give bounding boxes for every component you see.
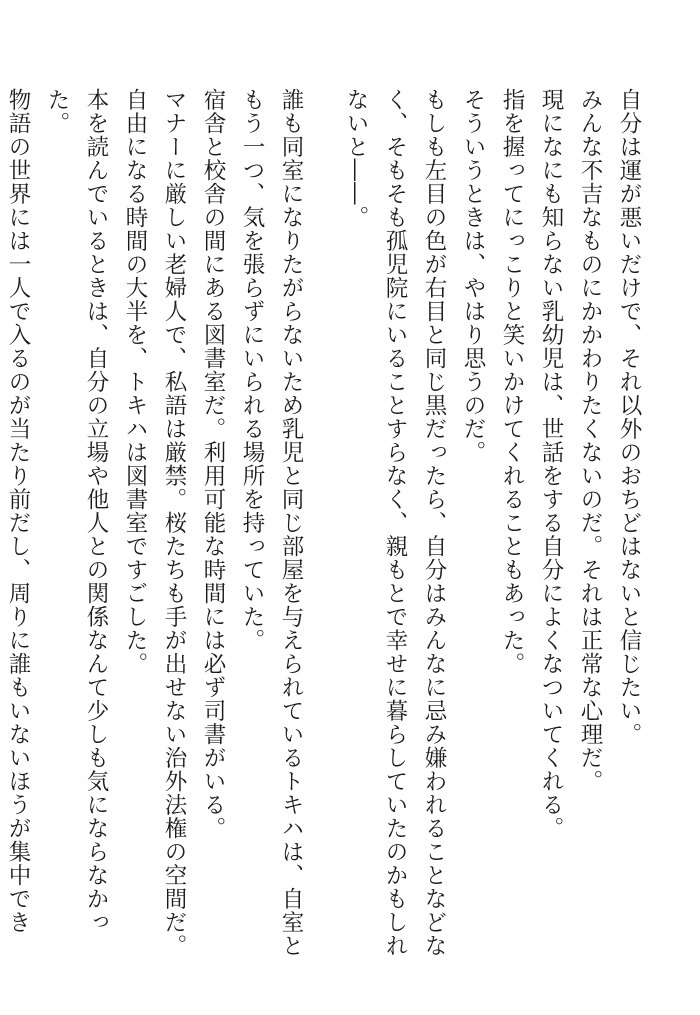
paragraph-8: 宿舎と校舎の間にある図書室だ。利用可能な時間には必ず司書がいる。 (200, 88, 226, 840)
paragraph-2: みんな不吉なものにかかわりたくないのだ。それは正常な心理だ。 (577, 88, 603, 793)
paragraph-11: 本を読んでいるときは、自分の立場や他人との関係なんて少しも気にならなかった。 (44, 88, 109, 934)
paragraph-1: 自分は運が悪いだけで、それ以外のおちどはないと信じたい。 (616, 88, 642, 746)
paragraph-9: マナーに厳しい老婦人で、私語は厳禁。桜たちも手が出せない治外法権の空間だ。 (161, 88, 187, 958)
vertical-text-body (0, 88, 648, 968)
paragraph-5: そういうときは、やはり思うのだ。 (460, 88, 486, 464)
paragraph-7: 誰も同室になりたがらないため乳児と同じ部屋を与えられているトキハは、自室ともう一つ、気を張らずにいられる場所を持っていた。 (239, 88, 304, 958)
paragraph-4: 指を握ってにっこりと笑いかけてくれることもあった。 (499, 88, 525, 676)
paragraph-6: もしも左目の色が右目と同じ黒だったら、自分はみんなに忌み嫌われることなどなく、そもそも孤児院にいることすらなく、親もとで幸せに暮らしていたのかもしれないと――。 (343, 88, 447, 958)
paragraph-12: 物語の世界には一人で入るのが当たり前だし、周りに誰もいないほうが集中でき (5, 88, 31, 934)
paragraph-10: 自由になる時間の大半を、トキハは図書室ですごした。 (122, 88, 148, 676)
paragraph-3: 現になにも知らない乳幼児は、世話をする自分によくなついてくれる。 (538, 88, 564, 840)
